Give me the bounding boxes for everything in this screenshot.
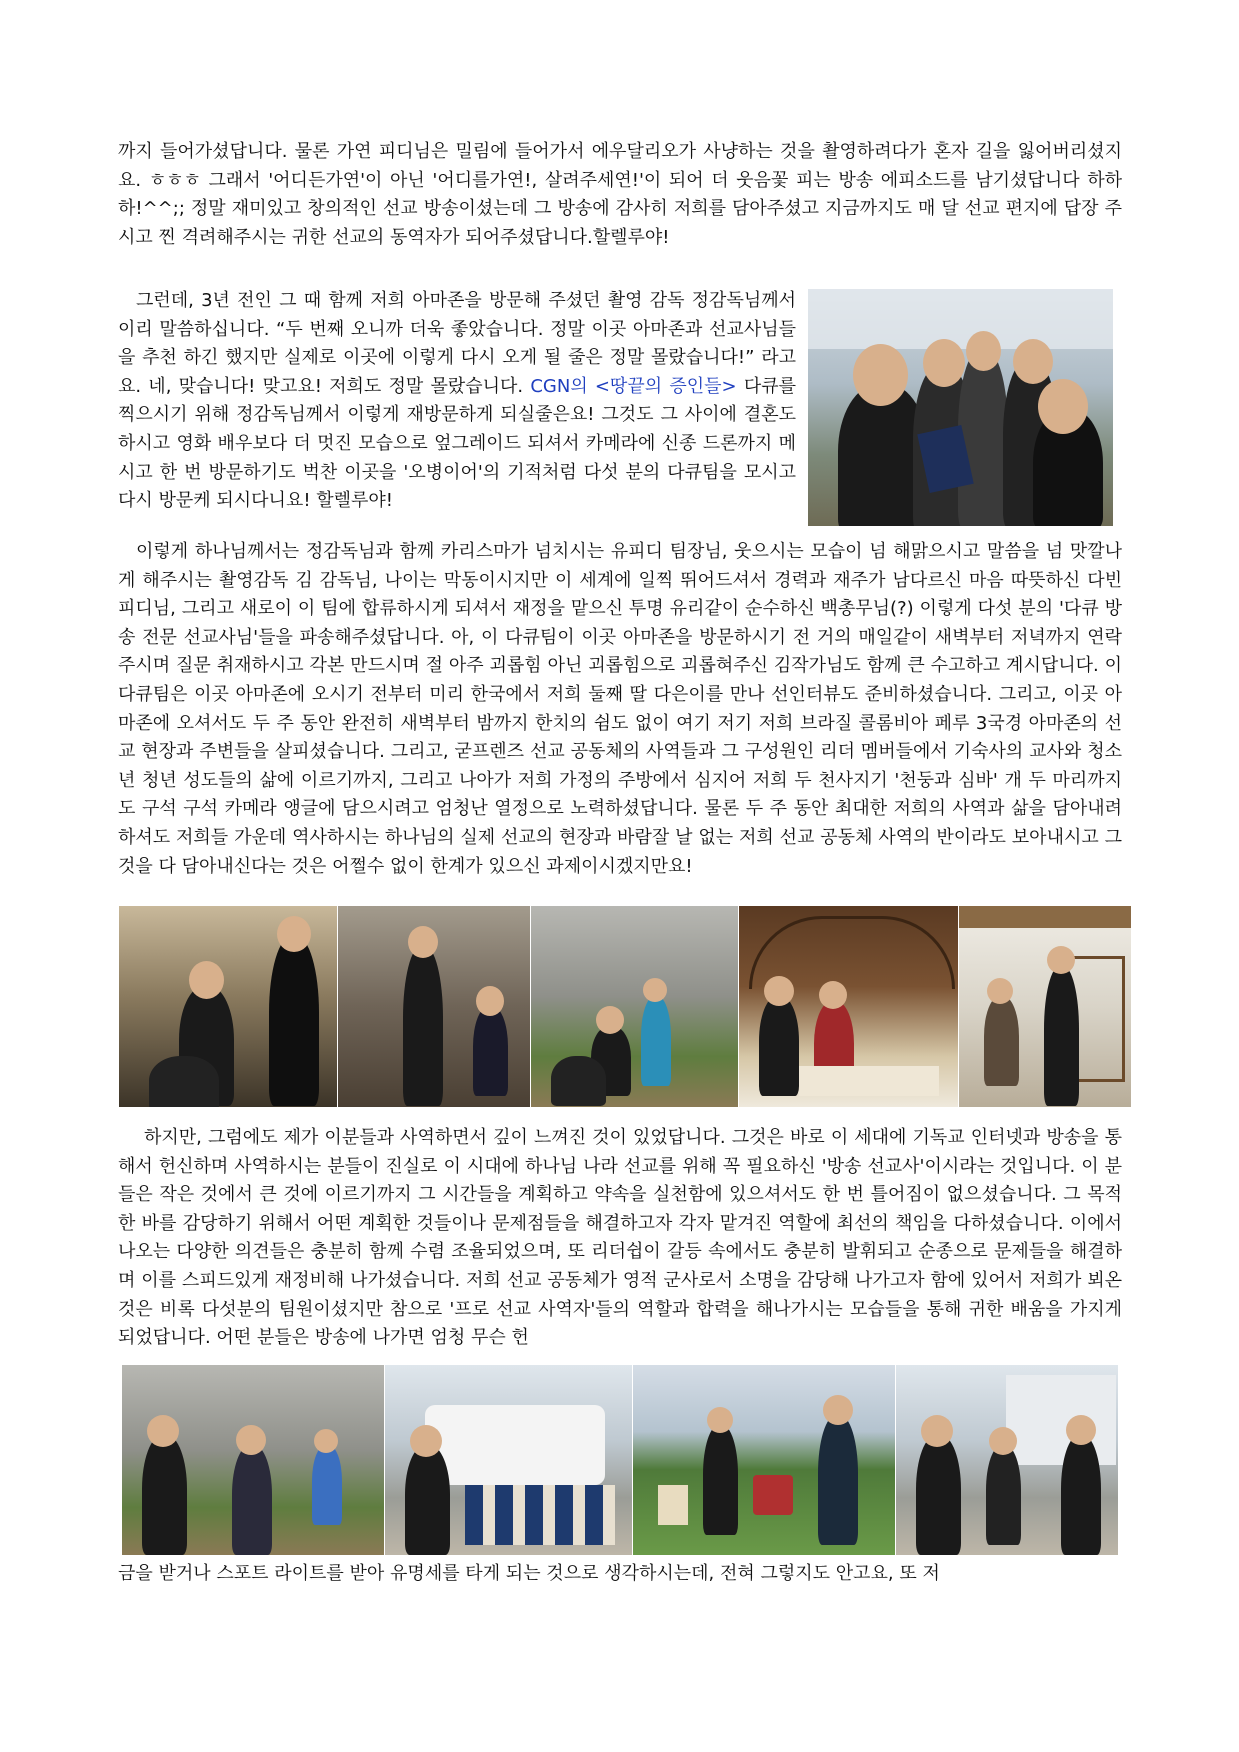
filming-wooden-house-photo: [338, 906, 530, 1107]
cgn-program-link-text: CGN의 <땅끝의 증인들>: [530, 375, 737, 397]
filming-village-children-photo: [122, 1365, 384, 1555]
paragraph-1: 까지 들어가셨답니다. 물론 가연 피디님은 밀림에 들어가서 에우달리오가 사냥하는 것을 촬영하려다가 혼자 길을 잃어버리셨지요. ㅎㅎㅎ 그래서 '어디든가연'이 아닌 '어디를가연!, 살려주세연!'이 되어 더 웃음꽃 피는 방송 에피소드를 남기셨답니다 하하하!^^;; 정말 재미있고 창의적인 선교 방송이셨는데 그 방송에 감사히 저희를 담아주셨고 지금까지도 매 달 선교 편지에 답장 주시고 찐 격려해주시는 귀한 선교의 동역자가 되어주셨답니다.할렐루야!: [118, 141, 1122, 248]
filming-dormitory-photo: [959, 906, 1131, 1107]
filming-interview-photo-1: [119, 906, 337, 1107]
filming-village-street-photo: [531, 906, 738, 1107]
team-airport-selfie-photo: [808, 289, 1113, 526]
paragraph-2: [118, 287, 796, 516]
paragraph-3: 이렇게 하나님께서는 정감독님과 함께 카리스마가 넘치시는 유피디 팀장님, 웃으시는 모습이 넘 해맑으시고 말씀을 넘 맛깔나게 해주시는 촬영감독 김 감독님, 나이는 막동이시지만 이 세계에 일찍 뛰어드셔서 경력과 재주가 남다르신 마음 따뜻하신 다빈 피디님, 그리고 새로이 이 팀에 합류하시게 되셔서 재정을 맡으신 투명 유리같이 순수하신 백총무님(?) 이렇게 다섯 분의 '다큐 방송 전문 선교사님'들을 파송해주셨답니다. 아, 이 다큐팀이 이곳 아마존을 방문하시기 전 거의 매일같이 새벽부터 저녁까지 연락주시며 질문 취재하시고 각본 만드시며 절 아주 괴롭힘 아닌 괴롭힘으로 괴롭혀주신 김작가님도 함께 큰 수고하고 계시답니다. 이 다큐팀은 이곳 아마존에 오시기 전부터 미리 한국에서 저희 둘째 딸 다은이를 만나 선인터뷰도 준비하셨습니다. 그리고, 이곳 아마존에 오셔서도 두 주 동안 완전히 새벽부터 밤까지 한치의 쉼도 없이 여기 저기 저희 브라질 콜롬비아 페루 3국경 아마존의 선교 현장과 주변들을 살피셨습니다. 그리고, 굳프렌즈 선교 공동체의 사역들과 그 구성원인 리더 멤버들에서 기숙사의 교사와 청소년 청년 성도들의 삶에 이르기까지, 그리고 나아가 저희 가정의 주방에서 심지어 저희 두 천사지기 '천둥과 심바' 개 두 마리까지도 구석 구석 카메라 앵글에 담으시려고 엄청난 열정으로 노력하셨답니다. 물론 두 주 동안 최대한 저희의 사역과 삶을 담아내려 하셔도 저희들 가운데 역사하시는 하나님의 실제 선교의 현장과 바람잘 날 없는 저희 선교 공동체 사역의 반이라도 보아내시고 그것을 다 담아내신다는 것은 어쩔수 없이 한계가 있으신 과제이시겠지만요!: [118, 541, 1122, 877]
filming-field-interview-photo: [633, 1365, 895, 1555]
filming-school-van-photo: [385, 1365, 632, 1555]
paragraph-5: 금을 받거나 스포트 라이트를 받아 유명세를 타게 되는 것으로 생각하시는데, 전혀 그렇지도 안고요, 또 저: [118, 1563, 940, 1584]
filming-kitchen-photo: [739, 906, 958, 1107]
paragraph-2-text-after: 다큐를 찍으시기 위해 정감독님께서 이렇게 재방문하게 되실줄은요! 그것도 그 사이에 결혼도 하시고 영화 배우보다 더 멋진 모습으로 엎그레이드 되셔서 카메라에 신종 드론까지 메시고 한 번 방문하기도 벅찬 이곳을 '오병이어'의 기적처럼 다섯 분의 다큐팀을 모시고 다시 방문케 되시다니요! 할렐루야!: [118, 375, 796, 512]
filming-street-walk-photo: [896, 1365, 1118, 1555]
paragraph-2-text-before: 그런데, 3년 전인 그 때 함께 저희 아마존을 방문해 주셨던 촬영 감독 정감독님께서 이리 말씀하십니다. “두 번째 오니까 더욱 좋았습니다. 정말 이곳 아마존과 선교사님들을 추천 하긴 했지만 실제로 이곳에 이렇게 다시 오게 될 줄은 정말 몰랐습니다!” 라고요. 네, 맞습니다! 맞고요! 저희도 정말 몰랐습니다.: [118, 290, 796, 397]
paragraph-4: 하지만, 그럼에도 제가 이분들과 사역하면서 깊이 느껴진 것이 있었답니다. 그것은 바로 이 세대에 기독교 인터넷과 방송을 통해서 헌신하며 사역하시는 분들이 진실로 이 시대에 하나님 나라 선교를 위해 꼭 필요하신 '방송 선교사'이시라는 것입니다. 이 분들은 작은 것에서 큰 것에 이르기까지 그 시간들을 계획하고 약속을 실천함에 있으셔서도 한 번 틀어짐이 없으셨습니다. 그 목적한 바를 감당하기 위해서 어떤 계획한 것들이나 문제점들을 해결하고자 각자 맡겨진 역할에 최선의 책임을 다하셨습니다. 이에서 나오는 다양한 의견들은 충분히 함께 수렴 조율되었으며, 또 리더쉽이 갈등 속에서도 충분히 발휘되고 순종으로 문제들을 해결하며 이를 스피드있게 재정비해 나가셨습니다. 저희 선교 공동체가 영적 군사로서 소명을 감당해 나가고자 함에 있어서 저희가 뵈온 것은 비록 다섯분의 팀원이셨지만 참으로 '프로 선교 사역자'들의 역할과 합력을 해나가시는 모습들을 통해 귀한 배움을 가지게 되었답니다. 어떤 분들은 방송에 나가면 엄청 무슨 헌: [118, 1127, 1122, 1349]
